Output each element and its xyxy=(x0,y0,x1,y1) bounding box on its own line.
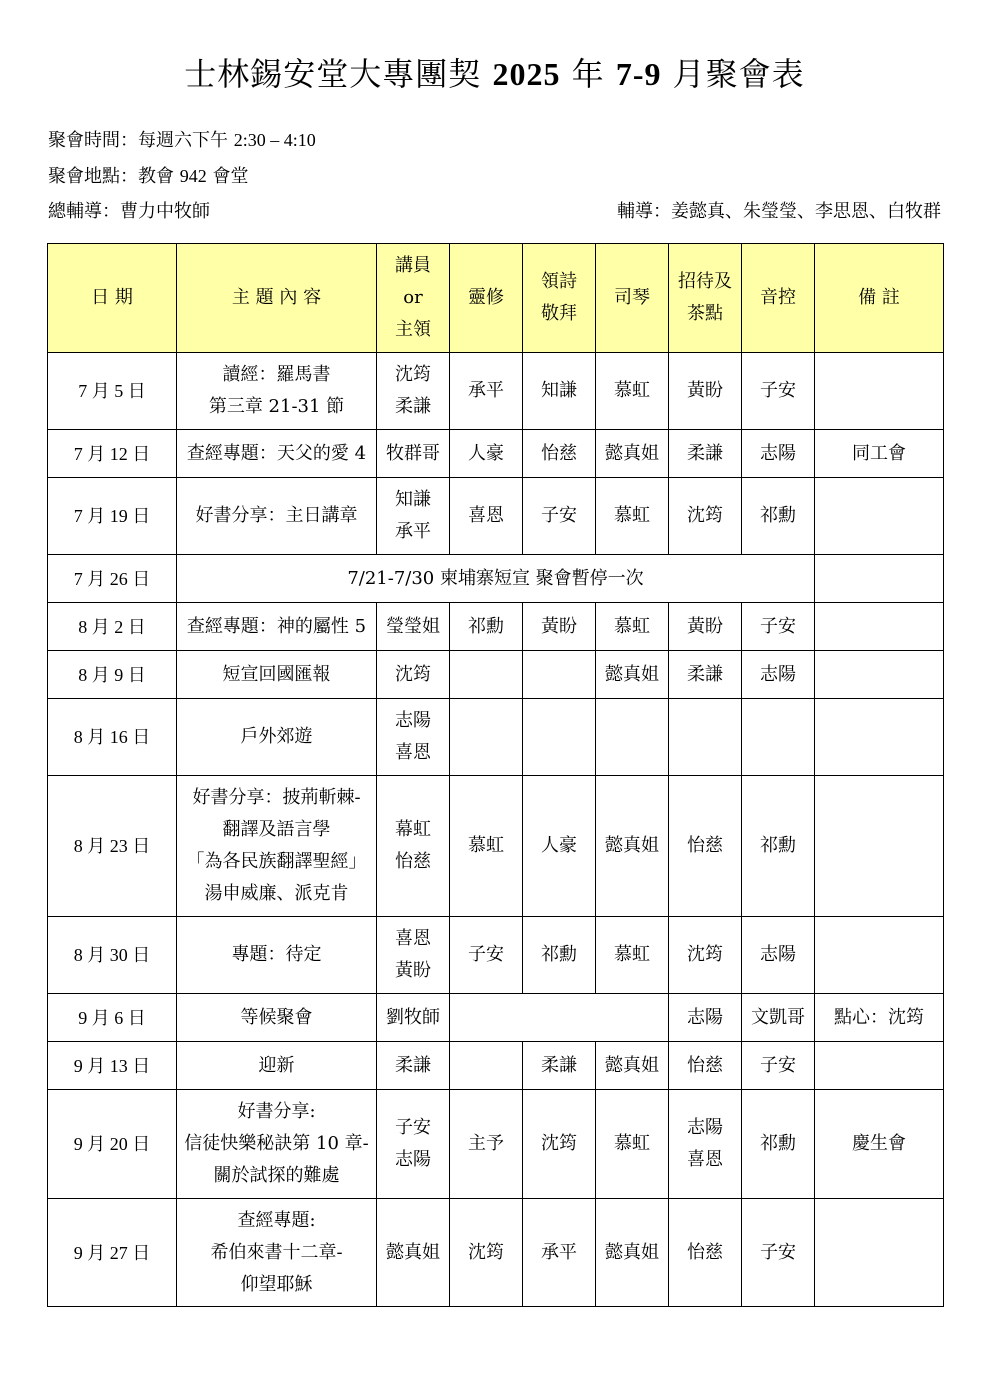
header-piano: 司琴 xyxy=(596,244,669,353)
devotion-cell xyxy=(450,651,523,699)
table-row xyxy=(48,776,944,917)
sound-cell: 文凱哥 xyxy=(742,994,815,1042)
speaker-cell: 瑩瑩姐 xyxy=(377,603,450,651)
date-cell: 8 月 23 日 xyxy=(48,776,177,917)
speaker-cell: 喜恩 黃盼 xyxy=(377,917,450,994)
notes-cell xyxy=(815,1199,944,1307)
piano-cell: 懿真姐 xyxy=(596,651,669,699)
devotion-cell: 喜恩 xyxy=(450,478,523,555)
speaker-cell: 牧群哥 xyxy=(377,430,450,478)
notes-cell xyxy=(815,699,944,776)
header-hosting: 招待及 茶點 xyxy=(669,244,742,353)
date-cell: 8 月 30 日 xyxy=(48,917,177,994)
worship-cell: 子安 xyxy=(523,478,596,555)
devotion-cell: 主予 xyxy=(450,1090,523,1199)
piano-cell: 懿真姐 xyxy=(596,1199,669,1307)
advisors: 輔導：姜懿真、朱瑩瑩、李思恩、白牧群 xyxy=(617,201,941,222)
header-worship: 領詩 敬拜 xyxy=(523,244,596,353)
devotion-cell: 人豪 xyxy=(450,430,523,478)
header-notes: 備 註 xyxy=(815,244,944,353)
merged-notice-cell: 7/21-7/30 柬埔寨短宣 聚會暫停一次 xyxy=(177,555,815,603)
sound-cell: 祁勳 xyxy=(742,478,815,555)
devotion-cell: 子安 xyxy=(450,917,523,994)
table-row xyxy=(48,917,944,994)
hosting-cell: 沈筠 xyxy=(669,917,742,994)
devotion-cell: 祁勳 xyxy=(450,603,523,651)
header-date: 日 期 xyxy=(48,244,177,353)
date-cell: 9 月 27 日 xyxy=(48,1199,177,1307)
table-row xyxy=(48,555,944,603)
table-row xyxy=(48,699,944,776)
topic-cell: 好書分享: 信徒快樂秘訣第 10 章- 關於試探的難處 xyxy=(177,1090,377,1199)
sound-cell: 志陽 xyxy=(742,430,815,478)
sound-cell: 子安 xyxy=(742,1042,815,1090)
meeting-time: 聚會時間：每週六下午 2:30 – 4:10 xyxy=(48,130,316,151)
worship-cell: 黃盼 xyxy=(523,603,596,651)
notes-cell xyxy=(815,651,944,699)
notes-cell: 同工會 xyxy=(815,430,944,478)
worship-cell: 柔謙 xyxy=(523,1042,596,1090)
notes-cell: 點心：沈筠 xyxy=(815,994,944,1042)
header-row xyxy=(48,244,944,353)
hosting-cell: 沈筠 xyxy=(669,478,742,555)
chief-advisor: 總輔導：曹力中牧師 xyxy=(48,201,210,222)
piano-cell: 慕虹 xyxy=(596,478,669,555)
table-row xyxy=(48,353,944,430)
hosting-cell: 怡慈 xyxy=(669,1042,742,1090)
speaker-cell: 志陽 喜恩 xyxy=(377,699,450,776)
hosting-cell xyxy=(669,699,742,776)
speaker-cell: 劉牧師 xyxy=(377,994,450,1042)
topic-cell: 專題：待定 xyxy=(177,917,377,994)
date-cell: 8 月 16 日 xyxy=(48,699,177,776)
schedule-table xyxy=(47,243,944,1307)
hosting-cell: 怡慈 xyxy=(669,776,742,917)
header-sound: 音控 xyxy=(742,244,815,353)
speaker-cell: 沈筠 柔謙 xyxy=(377,353,450,430)
sound-cell: 子安 xyxy=(742,603,815,651)
speaker-cell: 懿真姐 xyxy=(377,1199,450,1307)
hosting-cell: 志陽 xyxy=(669,994,742,1042)
topic-cell: 查經專題：天父的愛 4 xyxy=(177,430,377,478)
table-row xyxy=(48,1199,944,1307)
piano-cell xyxy=(596,699,669,776)
topic-cell: 戶外郊遊 xyxy=(177,699,377,776)
hosting-cell: 黃盼 xyxy=(669,603,742,651)
table-row xyxy=(48,478,944,555)
piano-cell: 懿真姐 xyxy=(596,1042,669,1090)
worship-cell: 沈筠 xyxy=(523,1090,596,1199)
worship-cell: 知謙 xyxy=(523,353,596,430)
devotion-cell: 承平 xyxy=(450,353,523,430)
table-row xyxy=(48,1090,944,1199)
page-title: 士林錫安堂大專團契 2025 年 7-9 月聚會表 xyxy=(184,55,805,93)
speaker-cell: 沈筠 xyxy=(377,651,450,699)
sound-cell xyxy=(742,699,815,776)
meeting-place: 聚會地點：教會 942 會堂 xyxy=(48,166,249,187)
table-row xyxy=(48,994,944,1042)
topic-cell: 好書分享：主日講章 xyxy=(177,478,377,555)
topic-cell: 查經專題：神的屬性 5 xyxy=(177,603,377,651)
piano-cell: 懿真姐 xyxy=(596,430,669,478)
worship-cell xyxy=(523,651,596,699)
header-speaker: 講員 or 主領 xyxy=(377,244,450,353)
sound-cell: 祁勳 xyxy=(742,1090,815,1199)
sound-cell: 祁勳 xyxy=(742,776,815,917)
date-cell: 9 月 13 日 xyxy=(48,1042,177,1090)
piano-cell: 慕虹 xyxy=(596,1090,669,1199)
table-row xyxy=(48,603,944,651)
date-cell: 7 月 26 日 xyxy=(48,555,177,603)
notes-cell xyxy=(815,555,944,603)
date-cell: 8 月 9 日 xyxy=(48,651,177,699)
notes-cell xyxy=(815,478,944,555)
topic-cell: 查經專題: 希伯來書十二章- 仰望耶穌 xyxy=(177,1199,377,1307)
worship-cell: 承平 xyxy=(523,1199,596,1307)
notes-cell xyxy=(815,917,944,994)
piano-cell: 慕虹 xyxy=(596,917,669,994)
sound-cell: 子安 xyxy=(742,353,815,430)
hosting-cell: 黃盼 xyxy=(669,353,742,430)
worship-cell: 人豪 xyxy=(523,776,596,917)
speaker-cell: 柔謙 xyxy=(377,1042,450,1090)
topic-cell: 迎新 xyxy=(177,1042,377,1090)
piano-cell: 慕虹 xyxy=(596,353,669,430)
notes-cell xyxy=(815,353,944,430)
topic-cell: 好書分享：披荊斬棘- 翻譯及語言學 「為各民族翻譯聖經」 湯申威廉、派克肯 xyxy=(177,776,377,917)
worship-cell xyxy=(523,699,596,776)
sound-cell: 志陽 xyxy=(742,651,815,699)
notes-cell xyxy=(815,776,944,917)
notes-cell xyxy=(815,603,944,651)
date-cell: 9 月 6 日 xyxy=(48,994,177,1042)
devotion-cell xyxy=(450,1042,523,1090)
hosting-cell: 志陽 喜恩 xyxy=(669,1090,742,1199)
date-cell: 7 月 5 日 xyxy=(48,353,177,430)
sound-cell: 子安 xyxy=(742,1199,815,1307)
hosting-cell: 怡慈 xyxy=(669,1199,742,1307)
hosting-cell: 柔謙 xyxy=(669,430,742,478)
date-cell: 8 月 2 日 xyxy=(48,603,177,651)
notes-cell xyxy=(815,1042,944,1090)
speaker-cell: 幕虹 怡慈 xyxy=(377,776,450,917)
notes-cell: 慶生會 xyxy=(815,1090,944,1199)
topic-cell: 讀經：羅馬書 第三章 21-31 節 xyxy=(177,353,377,430)
speaker-cell: 子安 志陽 xyxy=(377,1090,450,1199)
worship-cell: 祁勳 xyxy=(523,917,596,994)
merged-empty-cell xyxy=(450,994,669,1042)
date-cell: 7 月 12 日 xyxy=(48,430,177,478)
header-topic: 主 題 內 容 xyxy=(177,244,377,353)
table-row xyxy=(48,430,944,478)
devotion-cell: 慕虹 xyxy=(450,776,523,917)
sound-cell: 志陽 xyxy=(742,917,815,994)
table-row xyxy=(48,1042,944,1090)
topic-cell: 短宣回國匯報 xyxy=(177,651,377,699)
header-devotion: 靈修 xyxy=(450,244,523,353)
hosting-cell: 柔謙 xyxy=(669,651,742,699)
piano-cell: 慕虹 xyxy=(596,603,669,651)
piano-cell: 懿真姐 xyxy=(596,776,669,917)
devotion-cell xyxy=(450,699,523,776)
date-cell: 7 月 19 日 xyxy=(48,478,177,555)
date-cell: 9 月 20 日 xyxy=(48,1090,177,1199)
topic-cell: 等候聚會 xyxy=(177,994,377,1042)
speaker-cell: 知謙 承平 xyxy=(377,478,450,555)
table-row xyxy=(48,651,944,699)
devotion-cell: 沈筠 xyxy=(450,1199,523,1307)
worship-cell: 怡慈 xyxy=(523,430,596,478)
